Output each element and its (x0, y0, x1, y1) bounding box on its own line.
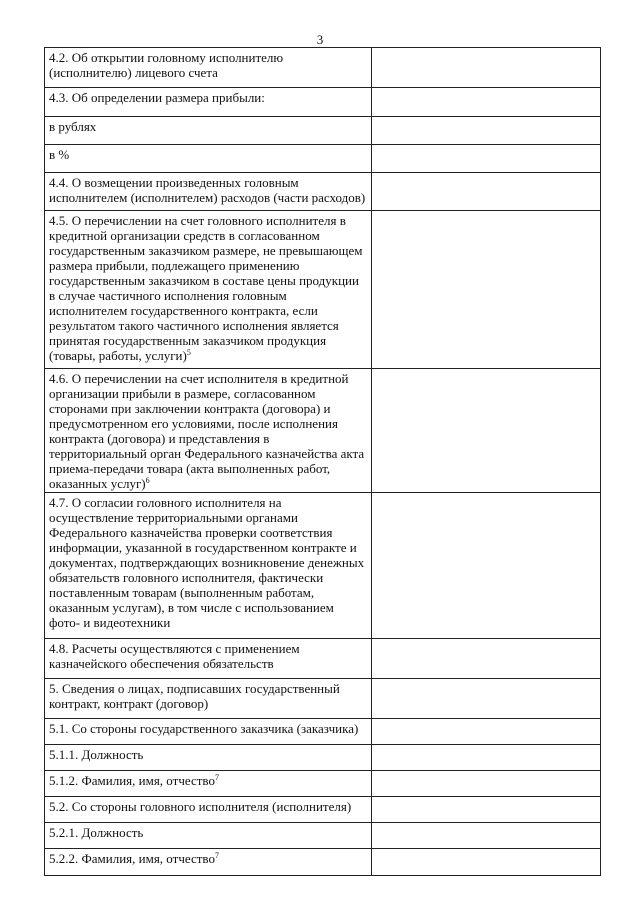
row-label-5-1 (45, 719, 372, 745)
table-row (45, 493, 601, 639)
row-label-4-4 (45, 173, 372, 211)
row-text: 4.7. О согласии головного исполнителя на осуществление территориальными органами Федерального казначейства проверки соответствия информации, указанной в государственном контракте и документах, подтверждающих возникновение денежных обязательств головного исполнителя, фактически поставленным товарам (выполненным работам, оказанным услугам), в том числе с использованием фото- и видеотехники (49, 495, 365, 630)
row-text: 4.5. О перечислении на счет головного исполнителя в кредитной организации средств в согласованном государственным заказчиком размере, не превышающем размера прибыли, подлежащего применению государственным заказчиком в составе цены продукции в случае частичного исполнения головным исполнителем государственного контракта, если результатом такого частичного исполнения является принятая государственным заказчиком продукция (товары, работы, услуги) (49, 213, 363, 363)
row-text: 5.2.1. Должность (49, 825, 144, 840)
row-value-5-1-2[interactable] (372, 771, 601, 797)
row-text: 5.2. Со стороны головного исполнителя (исполнителя) (49, 799, 352, 814)
table-row (45, 719, 601, 745)
table-row (45, 639, 601, 679)
table-row (45, 771, 601, 797)
row-value-rub[interactable] (372, 117, 601, 145)
row-value-4-5[interactable] (372, 211, 601, 369)
row-text: 5. Сведения о лицах, подписавших государственный контракт, контракт (договор) (49, 681, 340, 711)
table-row (45, 849, 601, 876)
row-text: в % (49, 147, 70, 162)
row-text: 5.1.1. Должность (49, 747, 144, 762)
row-value-4-7[interactable] (372, 493, 601, 639)
table-row (45, 369, 601, 493)
row-value-4-8[interactable] (372, 639, 601, 679)
table-row (45, 48, 601, 88)
row-text: в рублях (49, 119, 97, 134)
row-text: 5.1. Со стороны государственного заказчика (заказчика) (49, 721, 359, 736)
table-row (45, 745, 601, 771)
row-label-5-1-2 (45, 771, 372, 797)
footnote-ref: 6 (145, 476, 150, 485)
row-label-4-3 (45, 88, 372, 117)
row-label-4-2 (45, 48, 372, 88)
row-label-5-2 (45, 797, 372, 823)
row-text: 4.6. О перечислении на счет исполнителя в кредитной организации прибыли в размере, согласованном сторонами при заключении контракта (договора) и предусмотренном его условиями, после исполнения контракта (договора) и представления в территориальный орган Федерального казначейства акта приема-передачи товара (акта выполненных работ, оказанных услуг) (49, 371, 365, 491)
row-value-4-3[interactable] (372, 88, 601, 117)
row-text: 5.1.2. Фамилия, имя, отчество (49, 773, 215, 788)
row-label-5-2-1 (45, 823, 372, 849)
table-row (45, 117, 601, 145)
row-value-5-1[interactable] (372, 719, 601, 745)
table-row (45, 88, 601, 117)
row-text: 5.2.2. Фамилия, имя, отчество (49, 851, 215, 866)
footnote-ref: 7 (214, 773, 219, 782)
row-value-4-4[interactable] (372, 173, 601, 211)
row-label-5-1-1 (45, 745, 372, 771)
row-label-percent (45, 145, 372, 173)
row-label-4-8 (45, 639, 372, 679)
row-value-5-2-2[interactable] (372, 849, 601, 876)
footnote-ref: 5 (186, 348, 191, 357)
row-value-4-6[interactable] (372, 369, 601, 493)
table-row (45, 211, 601, 369)
form-table (44, 47, 601, 876)
row-value-percent[interactable] (372, 145, 601, 173)
row-label-4-7 (45, 493, 372, 639)
row-label-4-5 (45, 211, 372, 369)
row-label-5 (45, 679, 372, 719)
row-value-5-2[interactable] (372, 797, 601, 823)
row-text: 4.2. Об открытии головному исполнителю (исполнителю) лицевого счета (49, 50, 284, 80)
row-text: 4.8. Расчеты осуществляются с применением казначейского обеспечения обязательств (49, 641, 300, 671)
row-text: 4.4. О возмещении произведенных головным исполнителем (исполнителем) расходов (части расходов) (49, 175, 366, 205)
page-number: 3 (316, 32, 324, 47)
table-row (45, 145, 601, 173)
table-row (45, 173, 601, 211)
row-value-5-2-1[interactable] (372, 823, 601, 849)
table-row (45, 823, 601, 849)
row-label-rub (45, 117, 372, 145)
row-value-5-1-1[interactable] (372, 745, 601, 771)
table-row (45, 797, 601, 823)
footnote-ref: 7 (214, 851, 219, 860)
row-value-5[interactable] (372, 679, 601, 719)
row-label-4-6 (45, 369, 372, 493)
row-label-5-2-2 (45, 849, 372, 876)
row-text: 4.3. Об определении размера прибыли: (49, 90, 265, 105)
row-value-4-2[interactable] (372, 48, 601, 88)
table-row (45, 679, 601, 719)
